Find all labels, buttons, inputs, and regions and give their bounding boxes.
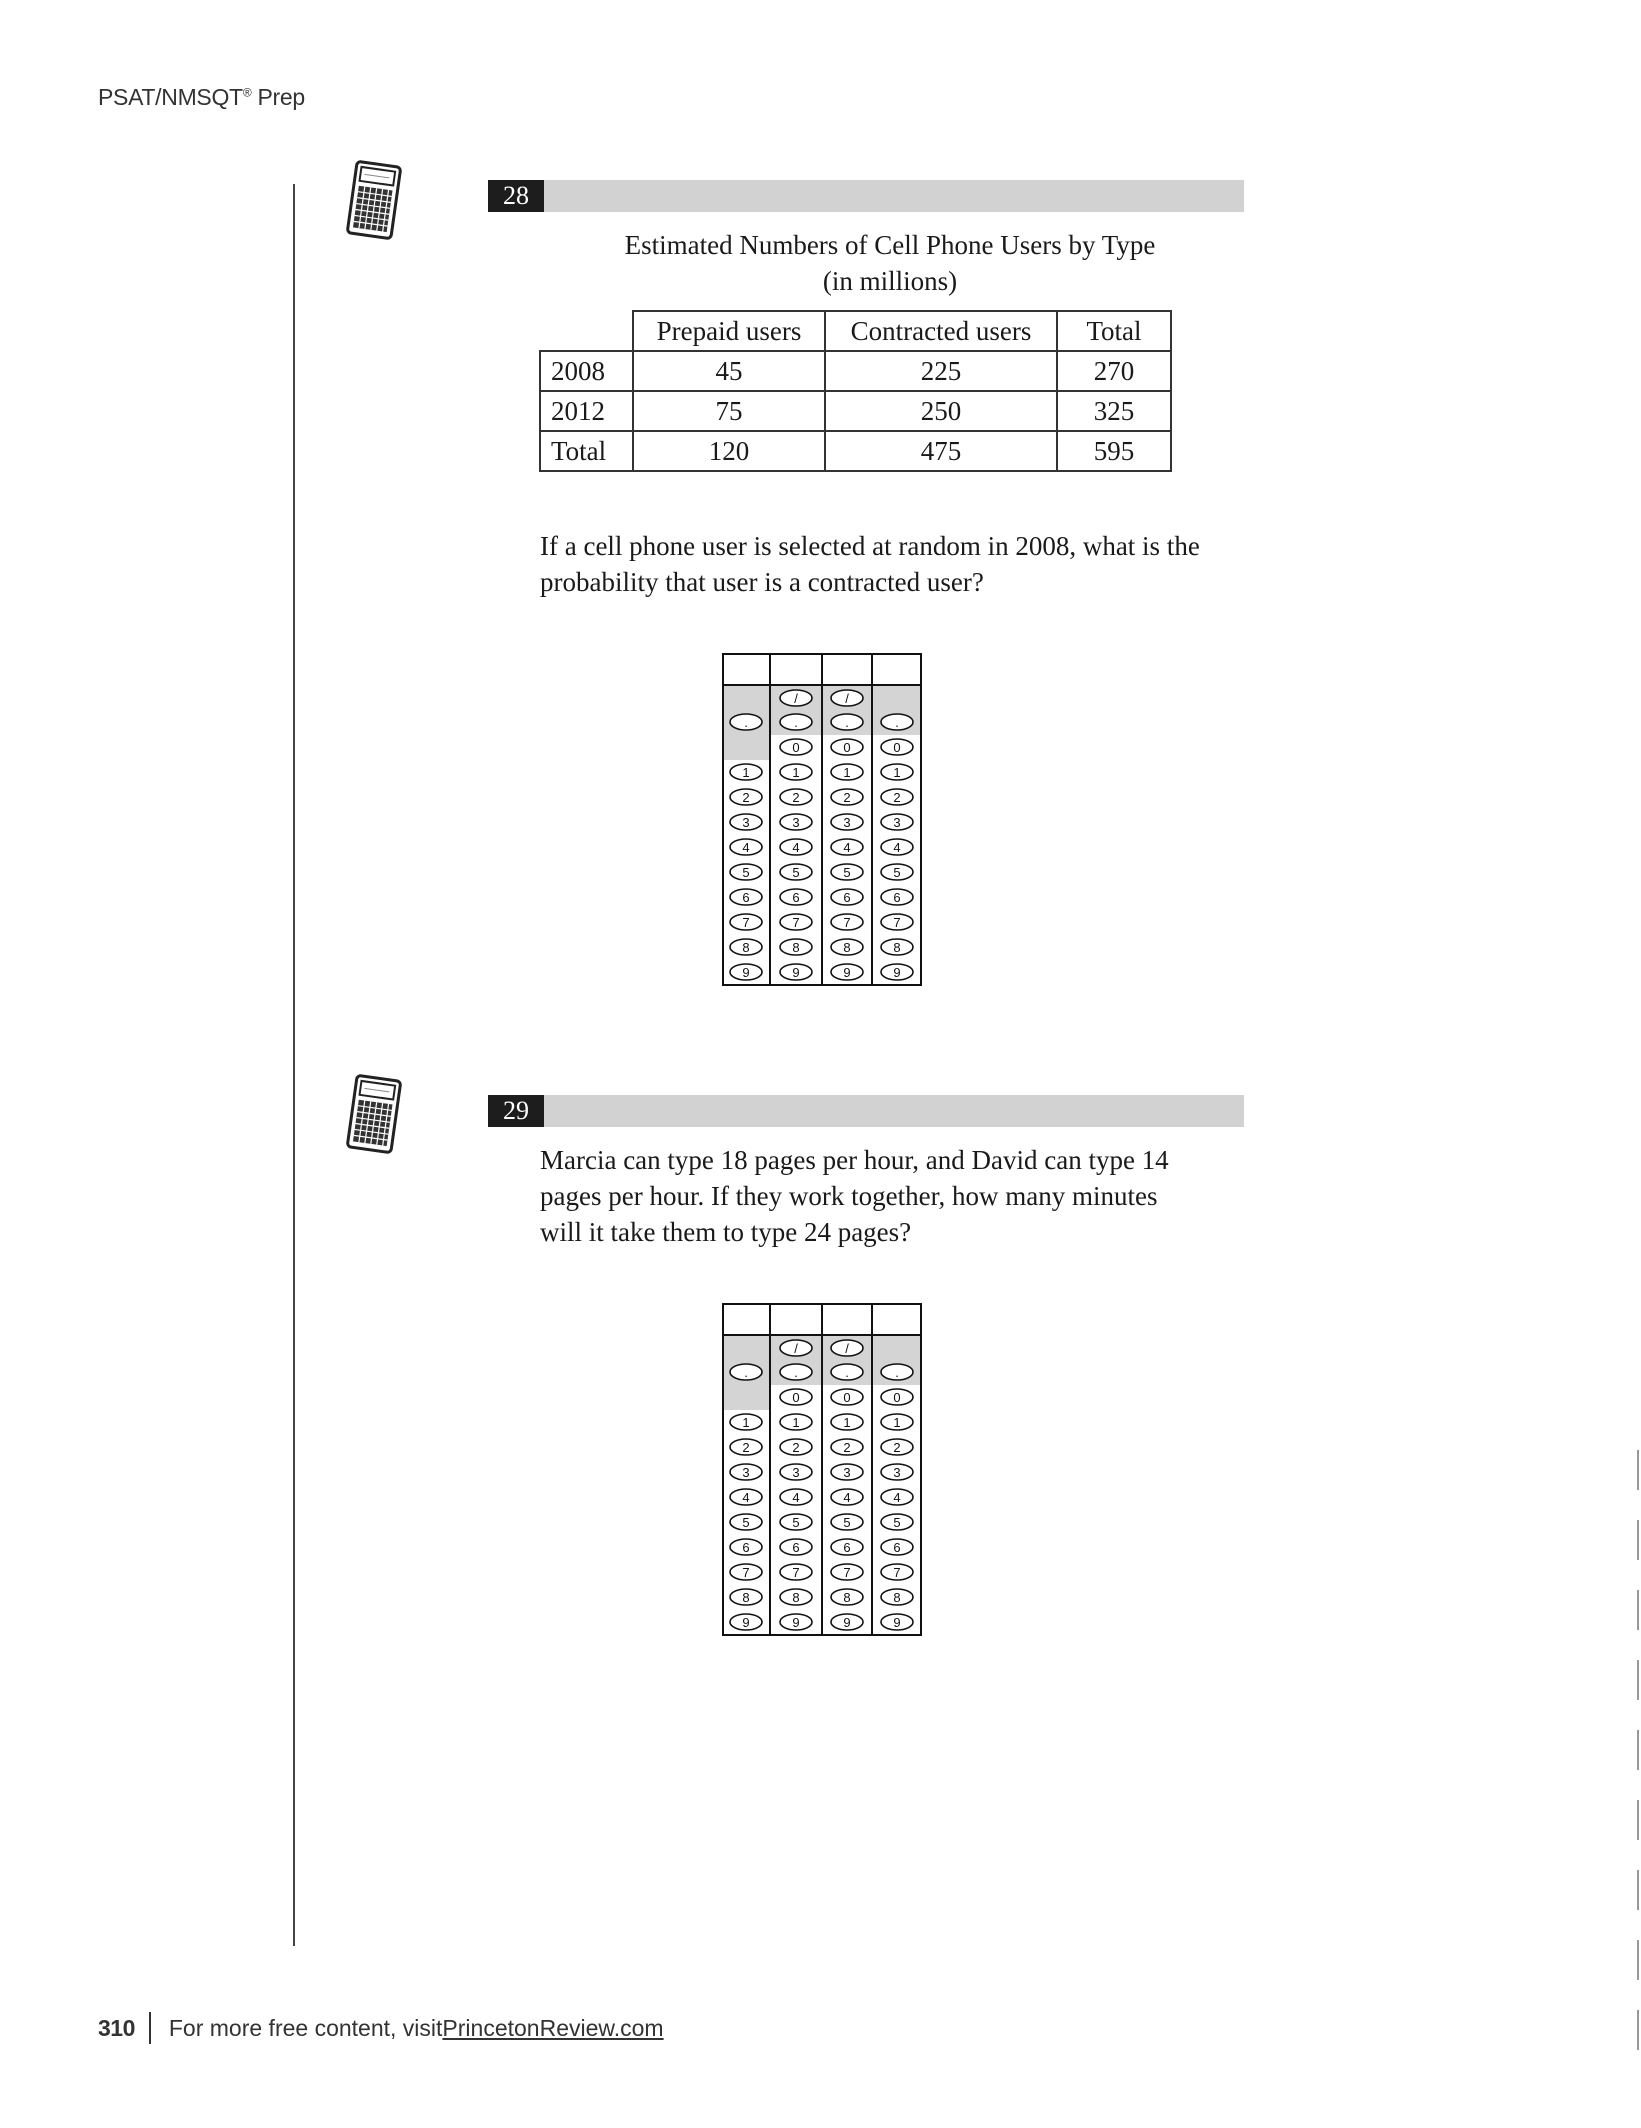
table-row (540, 431, 1171, 471)
grid-entry-box[interactable] (824, 656, 870, 683)
decimal-bubble-label: . (845, 1365, 849, 1380)
digit-bubble-label: 2 (843, 1440, 851, 1455)
digit-bubble-label: 6 (792, 890, 800, 905)
digit-bubble-label: 2 (742, 790, 750, 805)
digit-bubble-label: 9 (742, 965, 750, 980)
digit-bubble-label: 9 (843, 1615, 851, 1630)
digit-bubble-label: 1 (843, 765, 851, 780)
digit-bubble-label: 5 (893, 865, 901, 880)
question-28-text (540, 528, 1260, 600)
question-28-line-2: probability that user is a contracted user? (540, 567, 984, 597)
digit-bubble-label: 0 (792, 740, 800, 755)
digit-bubble-label: 2 (893, 790, 901, 805)
page-number: 310 (98, 2014, 135, 2041)
digit-bubble-label: 6 (893, 890, 901, 905)
digit-bubble-label: 6 (843, 890, 851, 905)
question-28-line-1: If a cell phone user is selected at random in 2008, what is the (540, 531, 1200, 561)
digit-bubble-label: 2 (742, 1440, 750, 1455)
digit-bubble-label: 0 (843, 740, 851, 755)
digit-bubble-label: 7 (843, 1565, 851, 1580)
table-header-cell: Prepaid users (633, 311, 825, 351)
question-29-number: 29 (488, 1095, 544, 1127)
table-cell: 250 (825, 391, 1057, 431)
digit-bubble-label: 1 (742, 1415, 750, 1430)
table-row-label: 2012 (540, 391, 633, 431)
digit-bubble-label: 4 (742, 840, 750, 855)
question-29-line-3: will it take them to type 24 pages? (540, 1217, 912, 1247)
grid-entry-box[interactable] (772, 1306, 820, 1333)
digit-bubble-label: 8 (843, 1590, 851, 1605)
digit-bubble-label: 5 (792, 865, 800, 880)
digit-bubble-label: 1 (893, 1415, 901, 1430)
digit-bubble-label: 6 (843, 1540, 851, 1555)
digit-bubble-label: 3 (742, 1465, 750, 1480)
digit-bubble-label: 7 (742, 915, 750, 930)
digit-bubble-label: 1 (792, 765, 800, 780)
grid-entry-box[interactable] (724, 1306, 768, 1333)
table-row (540, 391, 1171, 431)
digit-bubble-label: 7 (893, 915, 901, 930)
footer (98, 2012, 664, 2044)
digit-bubble-label: 3 (792, 1465, 800, 1480)
digit-bubble-label: 9 (742, 1615, 750, 1630)
digit-bubble-label: 8 (792, 1590, 800, 1605)
digit-bubble-label: 6 (742, 1540, 750, 1555)
digit-bubble-label: 7 (792, 1565, 800, 1580)
fraction-bubble-label: / (845, 691, 849, 706)
digit-bubble-label: 2 (792, 790, 800, 805)
header-suffix: Prep (251, 84, 305, 110)
digit-bubble-label: 0 (843, 1390, 851, 1405)
table-row-label: Total (540, 431, 633, 471)
footer-divider (149, 2012, 151, 2044)
question-29-line-1: Marcia can type 18 pages per hour, and David can type 14 (540, 1145, 1169, 1175)
digit-bubble-label: 8 (893, 1590, 901, 1605)
footer-link[interactable]: PrincetonReview.com (442, 2014, 664, 2041)
decimal-bubble-label: . (744, 1365, 748, 1380)
digit-bubble-label: 5 (742, 865, 750, 880)
digit-bubble-label: 8 (792, 940, 800, 955)
grid-entry-box[interactable] (772, 656, 820, 683)
answer-grid-28 (722, 653, 922, 986)
decimal-bubble-label: . (794, 1365, 798, 1380)
digit-bubble-label: 8 (893, 940, 901, 955)
calculator-icon (346, 1074, 402, 1154)
grid-blank-cell (722, 1385, 770, 1410)
digit-bubble-label: 4 (893, 1490, 901, 1505)
decimal-bubble-label: . (895, 715, 899, 730)
digit-bubble-label: 3 (742, 815, 750, 830)
decimal-bubble-label: . (845, 715, 849, 730)
digit-bubble-label: 1 (843, 1415, 851, 1430)
grid-entry-box[interactable] (724, 656, 768, 683)
table-cell: 270 (1057, 351, 1171, 391)
footer-text: For more free content, visit (168, 2014, 443, 2041)
question-29-text (540, 1142, 1260, 1250)
digit-bubble-label: 9 (893, 1615, 901, 1630)
digit-bubble-label: 4 (792, 1490, 800, 1505)
question-28-bar (488, 180, 1244, 212)
digit-bubble-label: 3 (843, 1465, 851, 1480)
grid-blank-cell (722, 735, 770, 760)
table-header-row (540, 311, 1171, 351)
table-cell: 225 (825, 351, 1057, 391)
table-cell: 75 (633, 391, 825, 431)
table-cell: 45 (633, 351, 825, 391)
digit-bubble-label: 9 (893, 965, 901, 980)
digit-bubble-label: 7 (792, 915, 800, 930)
digit-bubble-label: 2 (792, 1440, 800, 1455)
digit-bubble-label: 9 (792, 965, 800, 980)
answer-grid-29 (722, 1303, 922, 1636)
digit-bubble-label: 0 (792, 1390, 800, 1405)
digit-bubble-label: 6 (742, 890, 750, 905)
digit-bubble-label: 0 (893, 1390, 901, 1405)
digit-bubble-label: 1 (742, 765, 750, 780)
digit-bubble-label: 6 (792, 1540, 800, 1555)
table-corner-cell (540, 311, 633, 351)
digit-bubble-label: 5 (792, 1515, 800, 1530)
margin-rule (293, 184, 295, 1946)
table-row (540, 351, 1171, 391)
table-caption-line-2: (in millions) (822, 266, 958, 296)
digit-bubble-label: 0 (893, 740, 901, 755)
digit-bubble-label: 8 (742, 1590, 750, 1605)
question-29-line-2: pages per hour. If they work together, how many minutes (540, 1181, 1158, 1211)
digit-bubble-label: 4 (843, 1490, 851, 1505)
digit-bubble-label: 4 (843, 840, 851, 855)
decimal-bubble-label: . (744, 715, 748, 730)
digit-bubble-label: 9 (792, 1615, 800, 1630)
table-row-label: 2008 (540, 351, 633, 391)
digit-bubble-label: 3 (792, 815, 800, 830)
grid-entry-box[interactable] (874, 656, 920, 683)
digit-bubble-label: 8 (843, 940, 851, 955)
digit-bubble-label: 7 (893, 1565, 901, 1580)
decimal-bubble-label: . (794, 715, 798, 730)
digit-bubble-label: 1 (792, 1415, 800, 1430)
digit-bubble-label: 9 (843, 965, 851, 980)
binding-edge (1637, 1450, 1639, 2050)
question-29-bar (488, 1095, 1244, 1127)
table-cell: 475 (825, 431, 1057, 471)
digit-bubble-label: 3 (893, 815, 901, 830)
table-cell: 120 (633, 431, 825, 471)
cell-phone-users-table (539, 310, 1172, 472)
digit-bubble-label: 6 (893, 1540, 901, 1555)
digit-bubble-label: 7 (843, 915, 851, 930)
digit-bubble-label: 5 (742, 1515, 750, 1530)
table-caption-line-1: Estimated Numbers of Cell Phone Users by Type (624, 230, 1156, 260)
table-caption (540, 227, 1240, 299)
fraction-bubble-label: / (794, 1341, 798, 1356)
digit-bubble-label: 4 (742, 1490, 750, 1505)
digit-bubble-label: 7 (742, 1565, 750, 1580)
running-header (98, 84, 305, 111)
digit-bubble-label: 5 (893, 1515, 901, 1530)
digit-bubble-label: 4 (893, 840, 901, 855)
calculator-icon (346, 160, 402, 240)
digit-bubble-label: 8 (742, 940, 750, 955)
digit-bubble-label: 2 (893, 1440, 901, 1455)
header-title: PSAT/NMSQT (98, 84, 243, 110)
digit-bubble-label: 4 (792, 840, 800, 855)
fraction-bubble-label: / (794, 691, 798, 706)
digit-bubble-label: 5 (843, 1515, 851, 1530)
digit-bubble-label: 3 (893, 1465, 901, 1480)
table-cell: 595 (1057, 431, 1171, 471)
registered-mark: ® (242, 85, 252, 100)
grid-entry-box[interactable] (874, 1306, 920, 1333)
fraction-bubble-label: / (845, 1341, 849, 1356)
digit-bubble-label: 5 (843, 865, 851, 880)
table-cell: 325 (1057, 391, 1171, 431)
table-header-cell: Contracted users (825, 311, 1057, 351)
decimal-bubble-label: . (895, 1365, 899, 1380)
table-header-cell: Total (1057, 311, 1171, 351)
digit-bubble-label: 3 (843, 815, 851, 830)
digit-bubble-label: 2 (843, 790, 851, 805)
grid-entry-box[interactable] (824, 1306, 870, 1333)
question-28-number: 28 (488, 180, 544, 212)
digit-bubble-label: 1 (893, 765, 901, 780)
